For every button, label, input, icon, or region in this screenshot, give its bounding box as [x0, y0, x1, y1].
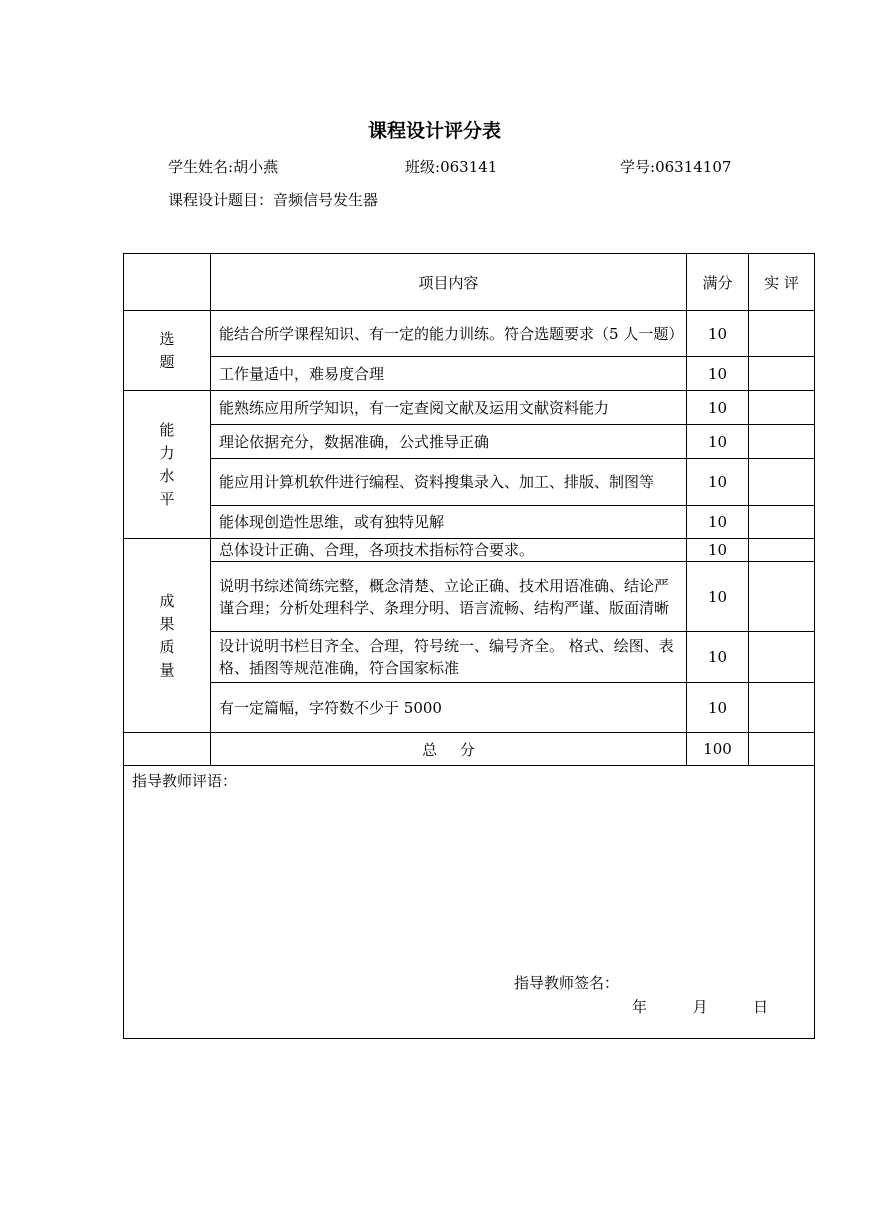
item-actual-score-input[interactable] — [749, 425, 815, 459]
teacher-comments-label: 指导教师评语： — [132, 772, 238, 790]
design-topic-value: 音频信号发生器 — [273, 191, 379, 209]
teacher-signature-label: 指导教师签名： — [514, 974, 620, 992]
header-content: 项目内容 — [211, 254, 687, 311]
item-actual-score-input[interactable] — [749, 539, 815, 562]
item-full-score: 10 — [687, 459, 749, 506]
item-full-score: 10 — [687, 357, 749, 391]
total-row — [124, 733, 815, 766]
item-content: 说明书综述简练完整，概念清楚、立论正确、技术用语准确、结论严谨合理；分析处理科学、条理分明、语言流畅、结构严谨、版面清晰 — [211, 562, 687, 632]
item-full-score: 10 — [687, 562, 749, 632]
design-topic-label: 课程设计题目： — [168, 191, 274, 209]
item-content: 总体设计正确、合理，各项技术指标符合要求。 — [211, 539, 687, 562]
teacher-comments-area[interactable] — [124, 766, 815, 1039]
student-name — [168, 157, 278, 177]
item-content: 能体现创造性思维，或有独特见解 — [211, 506, 687, 539]
item-full-score: 10 — [687, 506, 749, 539]
item-actual-score-input[interactable] — [749, 683, 815, 733]
item-actual-score-input[interactable] — [749, 562, 815, 632]
item-content: 能结合所学课程知识、有一定的能力训练。符合选题要求（5 人一题） — [211, 311, 687, 357]
student-class-label: 班级: — [405, 158, 441, 176]
category-topic-selection: 选 题 — [124, 311, 211, 391]
item-content: 能熟练应用所学知识，有一定查阅文献及运用文献资料能力 — [211, 391, 687, 425]
item-actual-score-input[interactable] — [749, 391, 815, 425]
student-class — [405, 157, 497, 177]
total-label: 总 分 — [211, 733, 687, 766]
total-actual-score-input[interactable] — [749, 733, 815, 766]
header-actual-score: 实 评 — [749, 254, 815, 311]
item-actual-score-input[interactable] — [749, 506, 815, 539]
item-actual-score-input[interactable] — [749, 632, 815, 683]
item-content: 工作量适中，难易度合理 — [211, 357, 687, 391]
item-full-score: 10 — [687, 311, 749, 357]
item-full-score: 10 — [687, 683, 749, 733]
item-content: 理论依据充分，数据准确，公式推导正确 — [211, 425, 687, 459]
table-row — [124, 562, 815, 632]
item-content: 能应用计算机软件进行编程、资料搜集录入、加工、排版、制图等 — [211, 459, 687, 506]
header-full-score: 满分 — [687, 254, 749, 311]
table-header-row — [124, 254, 815, 311]
item-full-score: 10 — [687, 632, 749, 683]
table-row — [124, 391, 815, 425]
student-id-value: 06314107 — [655, 158, 732, 176]
item-content: 设计说明书栏目齐全、合理，符号统一、编号齐全。 格式、绘图、表格、插图等规范准确，符合国家标准 — [211, 632, 687, 683]
table-row — [124, 506, 815, 539]
header-category-cell — [124, 254, 211, 311]
table-row — [124, 632, 815, 683]
date-year: 年 — [632, 998, 648, 1016]
table-row — [124, 539, 815, 562]
student-name-value: 胡小燕 — [233, 158, 279, 176]
table-row — [124, 683, 815, 733]
total-category-cell — [124, 733, 211, 766]
score-table — [123, 253, 815, 1039]
item-full-score: 10 — [687, 391, 749, 425]
date-month: 月 — [692, 998, 708, 1016]
student-class-value: 063141 — [440, 158, 498, 176]
student-name-label: 学生姓名: — [168, 158, 234, 176]
total-full-score: 100 — [687, 733, 749, 766]
item-full-score: 10 — [687, 425, 749, 459]
date-day: 日 — [753, 998, 769, 1016]
table-row — [124, 357, 815, 391]
page-title: 课程设计评分表 — [367, 120, 501, 142]
table-row — [124, 311, 815, 357]
item-actual-score-input[interactable] — [749, 459, 815, 506]
category-result-quality: 成 果 质 量 — [124, 539, 211, 733]
signature-date — [632, 996, 768, 1017]
item-full-score: 10 — [687, 539, 749, 562]
student-id-label: 学号: — [620, 158, 656, 176]
item-actual-score-input[interactable] — [749, 311, 815, 357]
comments-row — [124, 766, 815, 1039]
table-row — [124, 425, 815, 459]
table-row — [124, 459, 815, 506]
student-id — [620, 157, 731, 177]
category-ability-level: 能 力 水 平 — [124, 391, 211, 539]
item-content: 有一定篇幅，字符数不少于 5000 — [211, 683, 687, 733]
item-actual-score-input[interactable] — [749, 357, 815, 391]
design-topic — [168, 190, 378, 210]
